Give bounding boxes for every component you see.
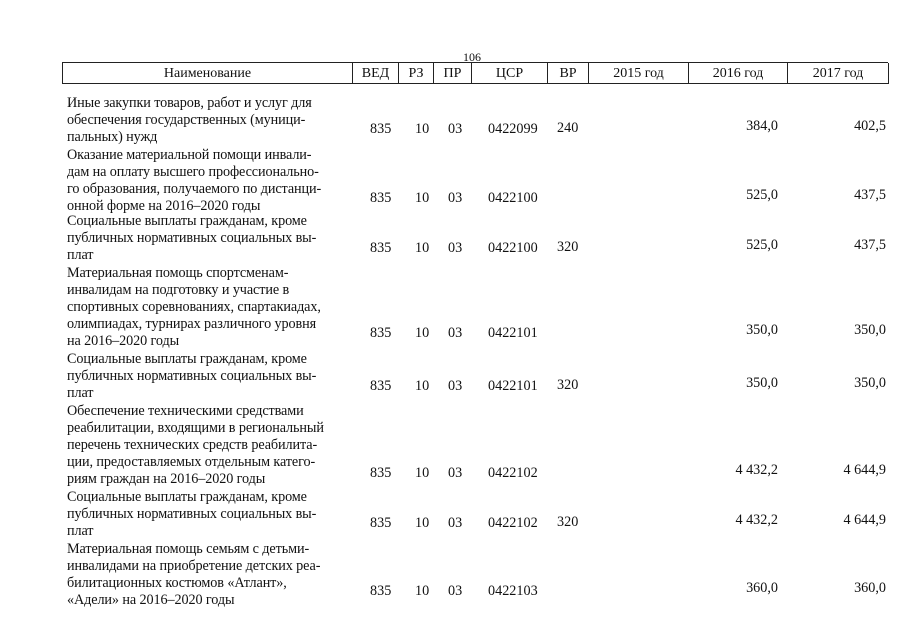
row-name — [67, 213, 367, 264]
row-name-line: го образования, получаемого по дистанци- — [67, 181, 322, 197]
row-name — [67, 403, 367, 488]
row-name — [67, 147, 367, 215]
cell-vr: 320 — [557, 377, 579, 393]
row-name-line: на 2016–2020 годы — [67, 333, 180, 349]
cell-csr: 0422103 — [488, 583, 538, 599]
cell-y2017: 360,0 — [854, 580, 886, 596]
cell-pr: 03 — [448, 190, 463, 206]
cell-y2017: 350,0 — [854, 322, 886, 338]
row-name-line: Обеспечение техническими средствами — [67, 403, 304, 419]
cell-csr: 0422099 — [488, 121, 538, 137]
col-header-name: Наименование — [63, 63, 353, 84]
cell-y2016: 384,0 — [746, 118, 778, 134]
row-name-line: инвалидам на подготовку и участие в — [67, 282, 290, 298]
cell-vr: 320 — [557, 239, 579, 255]
cell-y2017: 437,5 — [854, 187, 886, 203]
row-name-line: публичных нормативных социальных вы- — [67, 230, 317, 246]
row-name-line: дам на оплату высшего профессионально- — [67, 164, 319, 180]
col-header-rz: РЗ — [399, 63, 434, 84]
row-name-line: Социальные выплаты гражданам, кроме — [67, 489, 307, 505]
cell-rz: 10 — [415, 240, 430, 256]
cell-rz: 10 — [415, 583, 430, 599]
cell-rz: 10 — [415, 515, 430, 531]
col-header-csr: ЦСР — [472, 63, 548, 84]
table-header — [62, 62, 888, 84]
cell-y2017: 4 644,9 — [843, 462, 886, 478]
cell-y2017: 437,5 — [854, 237, 886, 253]
cell-y2016: 525,0 — [746, 237, 778, 253]
cell-ved: 835 — [370, 190, 392, 206]
row-name-line: Социальные выплаты гражданам, кроме — [67, 351, 307, 367]
row-name-line: пальных) нужд — [67, 129, 158, 145]
cell-y2016: 525,0 — [746, 187, 778, 203]
row-name — [67, 541, 367, 609]
cell-pr: 03 — [448, 378, 463, 394]
row-name-line: перечень технических средств реабилита- — [67, 437, 318, 453]
col-header-2016: 2016 год — [689, 63, 788, 84]
row-name-line: инвалидами на приобретение детских реа- — [67, 558, 321, 574]
cell-rz: 10 — [415, 378, 430, 394]
cell-y2016: 4 432,2 — [735, 462, 778, 478]
col-header-ved: ВЕД — [353, 63, 399, 84]
col-header-vr: ВР — [548, 63, 589, 84]
row-name-line: публичных нормативных социальных вы- — [67, 506, 317, 522]
cell-ved: 835 — [370, 583, 392, 599]
cell-rz: 10 — [415, 121, 430, 137]
cell-vr: 240 — [557, 120, 579, 136]
row-name-line: плат — [67, 247, 94, 263]
row-name-line: Иные закупки товаров, работ и услуг для — [67, 95, 312, 111]
cell-pr: 03 — [448, 465, 463, 481]
cell-y2016: 360,0 — [746, 580, 778, 596]
cell-pr: 03 — [448, 240, 463, 256]
cell-ved: 835 — [370, 325, 392, 341]
cell-ved: 835 — [370, 240, 392, 256]
cell-rz: 10 — [415, 190, 430, 206]
row-name-line: «Адели» на 2016–2020 годы — [67, 592, 235, 608]
cell-y2016: 350,0 — [746, 375, 778, 391]
row-name-line: риям граждан на 2016–2020 годы — [67, 471, 266, 487]
cell-y2017: 4 644,9 — [843, 512, 886, 528]
row-name-line: олимпиадах, турнирах различного уровня — [67, 316, 317, 332]
row-name-line: публичных нормативных социальных вы- — [67, 368, 317, 384]
cell-y2016: 350,0 — [746, 322, 778, 338]
row-name-line: плат — [67, 523, 94, 539]
row-name-line: билитационных костюмов «Атлант», — [67, 575, 287, 591]
row-name-line: Социальные выплаты гражданам, кроме — [67, 213, 307, 229]
cell-pr: 03 — [448, 515, 463, 531]
cell-rz: 10 — [415, 465, 430, 481]
cell-ved: 835 — [370, 121, 392, 137]
cell-y2017: 402,5 — [854, 118, 886, 134]
cell-csr: 0422102 — [488, 465, 538, 481]
cell-csr: 0422102 — [488, 515, 538, 531]
page-number: 106 — [463, 50, 481, 64]
cell-pr: 03 — [448, 583, 463, 599]
row-name — [67, 351, 367, 402]
col-header-2017: 2017 год — [788, 63, 889, 84]
row-name-line: Материальная помощь спортсменам- — [67, 265, 289, 281]
col-header-2015: 2015 год — [589, 63, 689, 84]
cell-pr: 03 — [448, 121, 463, 137]
row-name-line: обеспечения государственных (муници- — [67, 112, 306, 128]
cell-y2016: 4 432,2 — [735, 512, 778, 528]
row-name-line: Оказание материальной помощи инвали- — [67, 147, 312, 163]
row-name — [67, 489, 367, 540]
row-name-line: онной форме на 2016–2020 годы — [67, 198, 261, 214]
cell-vr: 320 — [557, 514, 579, 530]
cell-csr: 0422101 — [488, 325, 538, 341]
row-name-line: спортивных соревнованиях, спартакиадах, — [67, 299, 321, 315]
cell-ved: 835 — [370, 378, 392, 394]
row-name — [67, 265, 367, 350]
row-name — [67, 95, 367, 146]
cell-ved: 835 — [370, 515, 392, 531]
cell-y2017: 350,0 — [854, 375, 886, 391]
cell-csr: 0422100 — [488, 240, 538, 256]
row-name-line: Материальная помощь семьям с детьми- — [67, 541, 310, 557]
row-name-line: ции, предоставляемых отдельным катего- — [67, 454, 316, 470]
cell-pr: 03 — [448, 325, 463, 341]
cell-csr: 0422101 — [488, 378, 538, 394]
cell-csr: 0422100 — [488, 190, 538, 206]
row-name-line: реабилитации, входящими в региональный — [67, 420, 324, 436]
col-header-pr: ПР — [434, 63, 472, 84]
cell-rz: 10 — [415, 325, 430, 341]
row-name-line: плат — [67, 385, 94, 401]
cell-ved: 835 — [370, 465, 392, 481]
